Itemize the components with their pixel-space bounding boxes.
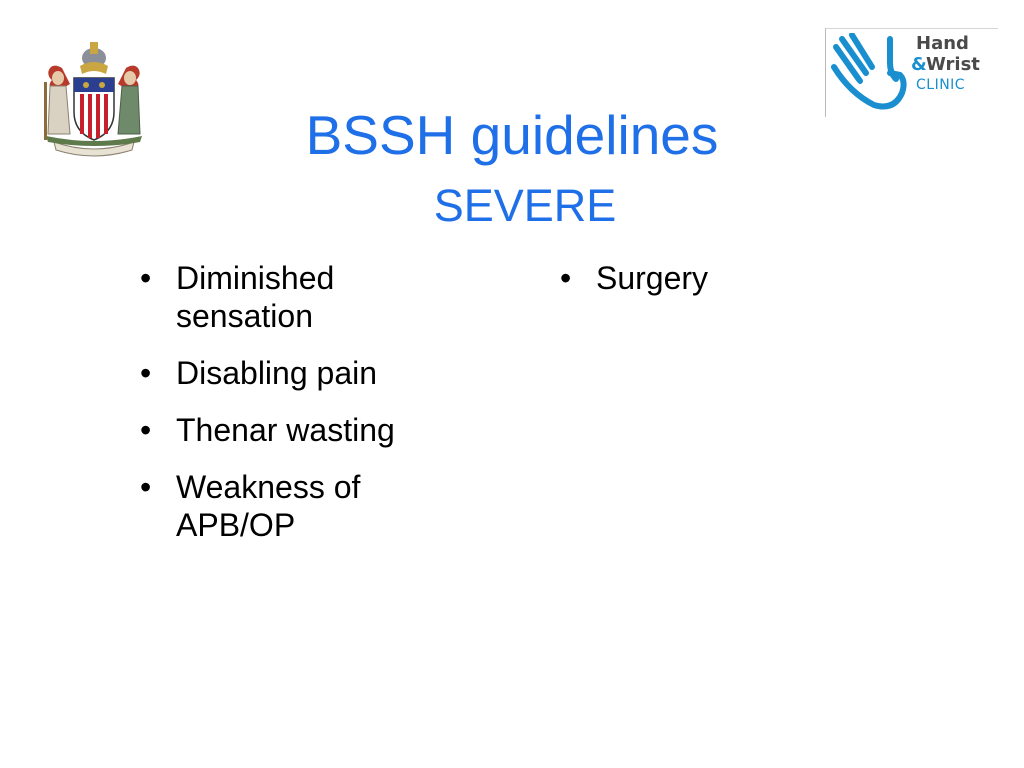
left-bullet-list <box>138 259 468 563</box>
bullet-icon: • <box>140 260 152 296</box>
list-item <box>558 259 858 297</box>
list-item <box>138 354 468 392</box>
logo-text-wrist: Wrist <box>926 54 980 75</box>
bullet-icon: • <box>140 469 152 505</box>
bullet-icon: • <box>560 260 572 296</box>
hand-icon <box>830 33 912 113</box>
right-bullet-list <box>558 259 858 316</box>
list-item <box>138 468 468 544</box>
bullet-icon: • <box>140 412 152 448</box>
logo-text-clinic: CLINIC <box>916 77 966 93</box>
list-item-text: Diminished sensation <box>176 260 335 334</box>
slide-subtitle: SEVERE <box>433 180 617 231</box>
list-item-text: Thenar wasting <box>176 412 395 448</box>
list-item <box>138 411 468 449</box>
bullet-icon: • <box>140 355 152 391</box>
logo-text-ampersand: & <box>911 54 927 75</box>
list-item <box>138 259 468 335</box>
list-item-text: Disabling pain <box>176 355 378 391</box>
slide-title: BSSH guidelines <box>305 104 719 166</box>
list-item-text: Surgery <box>596 260 709 296</box>
logo-text-hand: Hand <box>916 33 969 54</box>
list-item-text: Weakness of APB/OP <box>176 469 361 543</box>
